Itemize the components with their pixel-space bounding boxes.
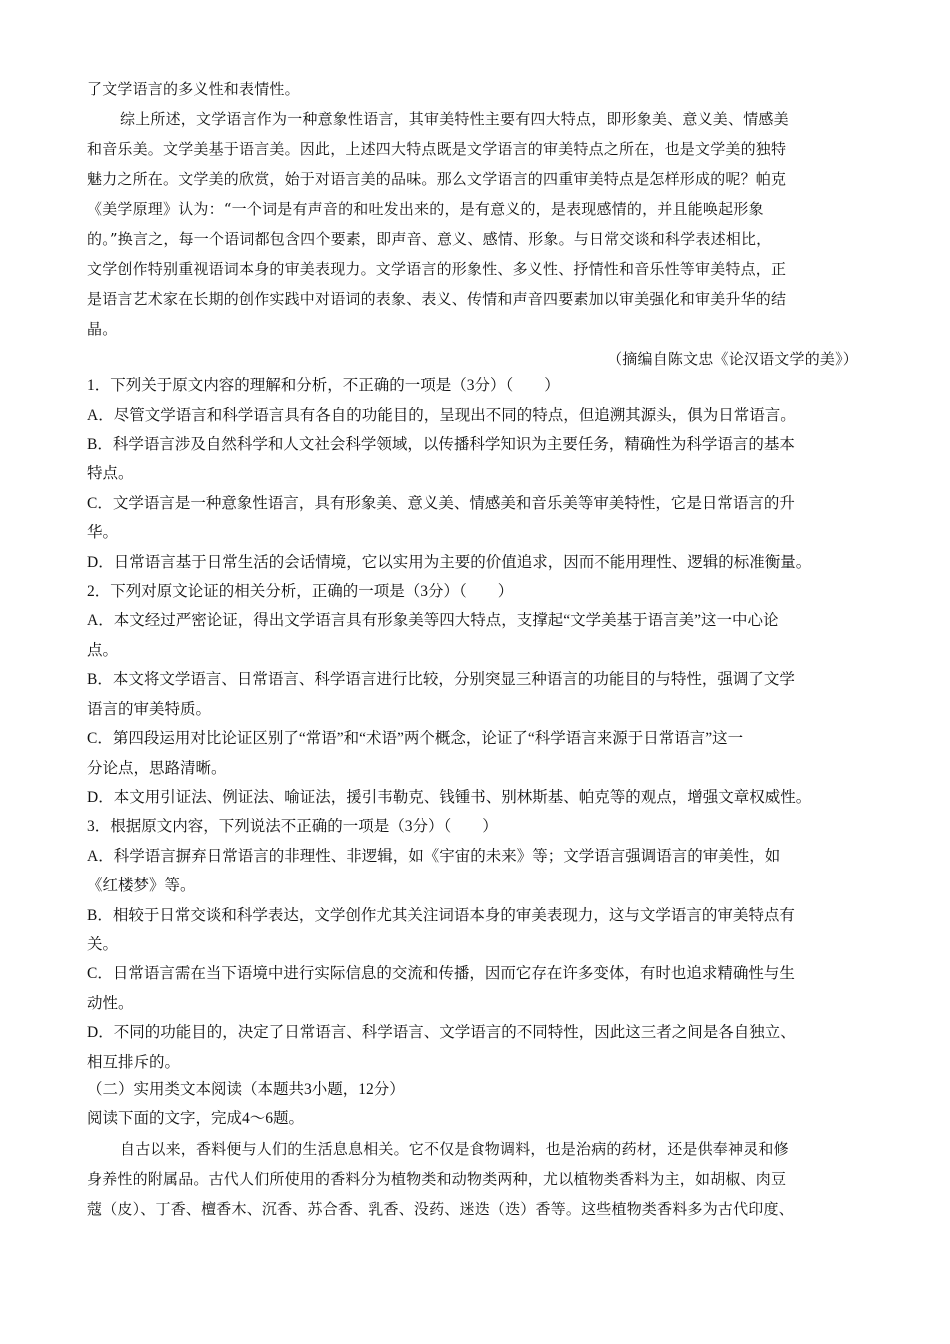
option-line: 关。: [87, 936, 119, 953]
option-line: 点。: [87, 642, 119, 659]
option-line: C．日常语言需在当下语境中进行实际信息的交流和传播，因而它存在许多变体，有时也追求精确性与生: [87, 965, 795, 982]
option-line: B．本文将文学语言、日常语言、科学语言进行比较，分别突显三种语言的功能目的与特性，强调了文学: [87, 671, 795, 688]
passage-line: 综上所述，文学语言作为一种意象性语言，其审美特性主要有四大特点，即形象美、意义美、情感美: [120, 110, 789, 128]
passage-line: 是语言艺术家在长期的创作实践中对语词的表象、表义、传情和声音四要素加以审美强化和审美升华的结: [87, 290, 787, 308]
option-line: 分论点，思路清晰。: [87, 760, 227, 777]
passage-line: 自古以来，香料便与人们的生活息息相关。它不仅是食物调料，也是治病的药材，还是供奉神灵和修: [120, 1140, 789, 1158]
question-line: 3．根据原文内容，下列说法不正确的一项是（3分）（ ）: [87, 818, 498, 835]
passage-line: 身养性的附属品。古代人们所使用的香料分为植物类和动物类两种，尤以植物类香料为主，如胡椒、肉豆: [87, 1170, 787, 1188]
option-line: 华。: [87, 524, 119, 541]
source-citation: （摘编自陈文忠《论汉语文学的美》）: [607, 350, 858, 368]
option-line: A．科学语言摒弃日常语言的非理性、非逻辑，如《宇宙的未来》等；文学语言强调语言的审美性，如: [87, 848, 781, 865]
section-heading: （二）实用类文本阅读（本题共3小题，12分）: [87, 1081, 405, 1098]
passage-line: 蔻（皮）、丁香、檀香木、沉香、苏合香、乳香、没药、迷迭（迭）香等。这些植物类香料多为古代印度、: [87, 1200, 794, 1218]
option-line: B．科学语言涉及自然科学和人文社会科学领域，以传播科学知识为主要任务，精确性为科学语言的基本: [87, 436, 795, 453]
passage-line: 了文学语言的多义性和表情性。: [87, 80, 300, 98]
option-line: B．相较于日常交谈和科学表达，文学创作尤其关注词语本身的审美表现力，这与文学语言的审美特点有: [87, 907, 795, 924]
option-line: A．尽管文学语言和科学语言具有各自的功能目的，呈现出不同的特点，但追溯其源头，俱为日常语言。: [87, 407, 796, 424]
question-line: 1．下列关于原文内容的理解和分析，不正确的一项是（3分）（ ）: [87, 377, 560, 394]
option-line: 特点。: [87, 465, 134, 482]
passage-line: 魅力之所在。文学美的欣赏，始于对语言美的品味。那么文学语言的四重审美特点是怎样形成的呢？帕克: [87, 170, 787, 188]
option-line: D．日常语言基于日常生活的会话情境，它以实用为主要的价值追求，因而不能用理性、逻辑的标准衡量。: [87, 554, 812, 571]
passage-line: 文学创作特别重视语词本身的审美表现力。文学语言的形象性、多义性、抒情性和音乐性等审美特点，正: [87, 260, 787, 278]
passage-line: 晶。: [87, 320, 118, 338]
option-line: 相互排斥的。: [87, 1054, 181, 1071]
option-line: D．本文用引证法、例证法、喻证法，援引韦勒克、钱锺书、别林斯基、帕克等的观点，增强文章权威性。: [87, 789, 812, 806]
option-line: D．不同的功能目的，决定了日常语言、科学语言、文学语言的不同特性，因此这三者之间是各自独立、: [87, 1024, 796, 1041]
passage-line: 《美学原理》认为：“一个词是有声音的和吐发出来的，是有意义的，是表现感情的，并且能唤起形象: [87, 200, 764, 218]
option-line: C．文学语言是一种意象性语言，具有形象美、意义美、情感美和音乐美等审美特性，它是日常语言的升: [87, 495, 795, 512]
option-line: 语言的审美特质。: [87, 701, 212, 718]
passage-line: 和音乐美。文学美基于语言美。因此，上述四大特点既是文学语言的审美特点之所在，也是文学美的独特: [87, 140, 787, 158]
passage-line: 的。”换言之，每一个语词都包含四个要素，即声音、意义、感情、形象。与日常交谈和科学表述相比，: [87, 230, 772, 248]
question-line: 2．下列对原文论证的相关分析，正确的一项是（3分）（ ）: [87, 583, 514, 600]
option-line: C．第四段运用对比论证区别了“常语”和“术语”两个概念，论证了“科学语言来源于日常语言”这一: [87, 730, 744, 747]
option-line: A．本文经过严密论证，得出文学语言具有形象美等四大特点，支撑起“文学美基于语言美”这一中心论: [87, 612, 779, 629]
option-line: 《红楼梦》等。: [87, 877, 196, 894]
option-line: 动性。: [87, 995, 134, 1012]
section-instruction: 阅读下面的文字，完成4～6题。: [87, 1110, 305, 1127]
